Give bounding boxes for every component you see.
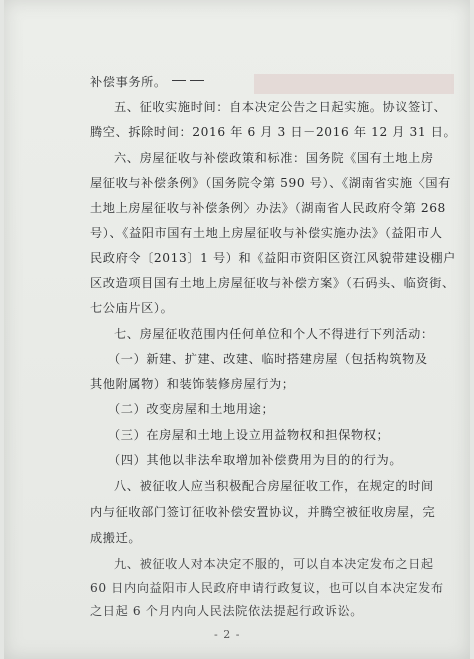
text-line-14: （二）改变房屋和土地用途； [108,402,275,416]
text-line-20: 九、被征收人对本决定不服的，可以自本决定发布之日起 [114,557,434,571]
text-line-18: 内与征收部门签订征收补偿安置协议，并腾空被征收房屋，完 [90,505,436,519]
text-line-5: 屋征收与补偿条例》（国务院令第 590 号）、《湖南省实施〈国有 [90,176,451,190]
red-header-watermark [254,66,454,100]
text-line-7: 号）、《益阳市国有土地上房屋征收与补偿实施办法》（益阳市人 [90,226,443,240]
page-number: - 2 - [214,628,241,641]
text-line-11: 七、房屋征收范围内任何单位和个人不得进行下列活动： [114,327,434,341]
text-line-15: （三）在房屋和土地上设立用益物权和担保物权； [108,428,390,442]
text-line-3: 腾空、拆除时间：2016 年 6 月 3 日－2016 年 12 月 31 日。 [90,125,457,139]
dash-mark [172,80,186,81]
text-line-19: 成搬迁。 [90,531,142,545]
text-line-2: 五、征收实施时间：自本决定公告之日起实施。协议签订、 [114,100,447,114]
text-line-10: 七公庙片区）。 [90,301,174,315]
text-line-9: 区改造项目国有土地上房屋征收与补偿方案》（石码头、临资街、 [90,276,455,290]
text-line-22: 之日起 6 个月内向人民法院依法提起行政诉讼。 [90,604,364,618]
text-line-21: 60 日内向益阳市人民政府申请行政复议，也可以自本决定发布 [90,581,444,595]
dash-mark [190,80,204,81]
text-line-1: 补偿事务所。 [90,75,167,89]
text-line-16: （四）其他以非法牟取增加补偿费用为目的的行为。 [108,453,403,467]
document-page [4,0,470,659]
text-line-8: 民政府令〔2013〕1 号）和《益阳市资阳区资江风貌带建设棚户 [90,251,456,265]
text-line-13: 其他附属物）和装饰装修房屋行为； [90,377,295,391]
text-line-4: 六、房屋征收与补偿政策和标准：国务院《国有土地上房 [114,151,434,165]
text-line-6: 土地上房屋征收与补偿条例〉办法》（湖南省人民政府令第 268 [90,201,446,215]
text-line-17: 八、被征收人应当积极配合房屋征收工作，在规定的时间 [114,479,434,493]
text-line-12: （一）新建、扩建、改建、临时搭建房屋（包括构筑物及 [108,352,428,366]
